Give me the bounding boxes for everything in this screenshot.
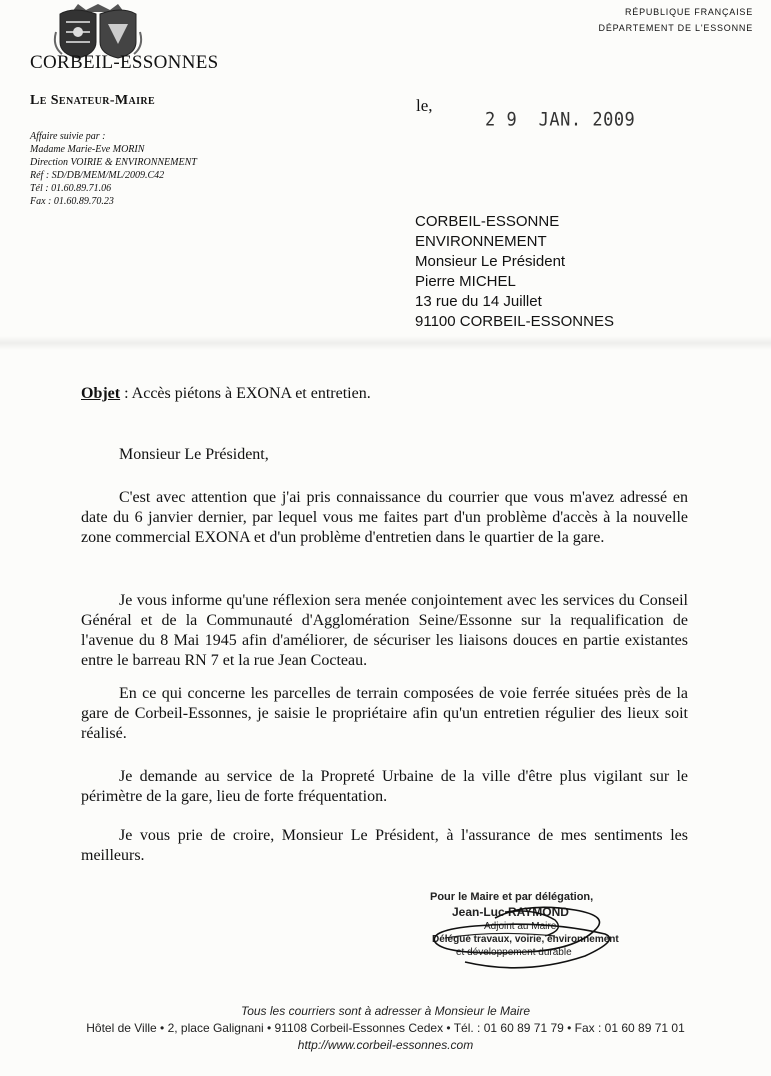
contact-telephone: Tél : 01.60.89.71.06 — [30, 183, 112, 194]
republic-header — [599, 4, 753, 36]
subject-separator: : — [120, 385, 132, 402]
date-prefix: le, — [416, 96, 433, 115]
recipient-line: ENVIRONNEMENT — [415, 233, 547, 250]
subject-label: Objet — [81, 385, 121, 402]
body-paragraph: C'est avec attention que j'ai pris connaissance du courrier que vous m'avez adressé en date du 6 janvier dernier, par lequel vous me faites part d'un problème d'accès à la nouvelle zone commercial EXONA et d'un problème d'entretien dans le quartier de la gare. — [81, 489, 688, 546]
signatory-role: Adjoint au Maire — [484, 921, 557, 932]
signatory-delegation-cont: et développement durable — [456, 947, 572, 958]
greeting: Monsieur Le Président, — [119, 446, 269, 463]
signature-title: Pour le Maire et par délégation, — [430, 891, 594, 903]
contact-person: Madame Marie-Eve MORIN — [30, 144, 145, 155]
contact-direction: Direction VOIRIE & ENVIRONNEMENT — [30, 157, 197, 168]
recipient-line: Monsieur Le Président — [415, 253, 566, 270]
body-paragraph: Je vous informe qu'une réflexion sera menée conjointement avec les services du Conseil Général et de la Communauté d'Agglomération Seine/Essonne sur la requalification de l'avenue du 8 Mai 1945 afin d'améliorer, de sécuriser les liaisons douces en partie existantes entre le barreau RN 7 et la rue Jean Cocteau. — [81, 592, 688, 669]
affaire-label: Affaire suivie par : — [30, 131, 106, 142]
signatory-delegation: Délégué travaux, voirie, environnement — [432, 934, 619, 945]
subject-line — [81, 385, 371, 403]
body-paragraph: En ce qui concerne les parcelles de terrain composées de voie ferrée situées près de la gare de Corbeil-Essonnes, je saisie le propriétaire afin qu'un entretien régulier des lieux soit réalisé. — [81, 685, 688, 742]
footer-address: Hôtel de Ville • 2, place Galignani • 91108 Corbeil-Essonnes Cedex • Tél. : 01 60 89 71 79 • Fax : 01 60 89 71 01 — [86, 1021, 685, 1035]
contact-reference: Réf : SD/DB/MEM/ML/2009.C42 — [30, 170, 165, 181]
departement-label: DÉPARTEMENT DE L'ESSONNE — [598, 23, 753, 33]
recipient-line: 13 rue du 14 Juillet — [415, 293, 542, 310]
body-paragraph: Je vous prie de croire, Monsieur Le Président, à l'assurance de mes sentiments les meilleurs. — [81, 827, 688, 864]
recipient-line: 91100 CORBEIL-ESSONNES — [415, 313, 614, 330]
signatory-name: Jean-Luc RAYMOND — [452, 905, 569, 919]
footer-notice: Tous les courriers sont à adresser à Monsieur le Maire — [240, 1004, 530, 1018]
subject-text: Accès piétons à EXONA et entretien. — [131, 385, 371, 402]
contact-fax: Fax : 01.60.89.70.23 — [30, 196, 114, 207]
recipient-line: Pierre MICHEL — [415, 273, 516, 290]
recipient-line: CORBEIL-ESSONNE — [415, 213, 560, 230]
contact-block — [30, 130, 197, 208]
republique-label: RÉPUBLIQUE FRANÇAISE — [624, 7, 753, 17]
body-paragraph: Je demande au service de la Propreté Urbaine de la ville d'être plus vigilant sur le périmètre de la gare, lieu de forte fréquentation. — [81, 768, 688, 805]
date-stamp: 2 9 JAN. 2009 — [485, 109, 636, 131]
senateur-maire-title: Le Senateur-Maire — [30, 93, 156, 108]
handwritten-signature — [405, 890, 625, 975]
city-name: CORBEIL-ESSONNES — [30, 52, 219, 73]
recipient-address — [415, 212, 614, 332]
footer-website: http://www.corbeil-essonnes.com — [297, 1038, 474, 1052]
letter-footer — [0, 1003, 771, 1053]
paper-fold — [0, 336, 771, 350]
